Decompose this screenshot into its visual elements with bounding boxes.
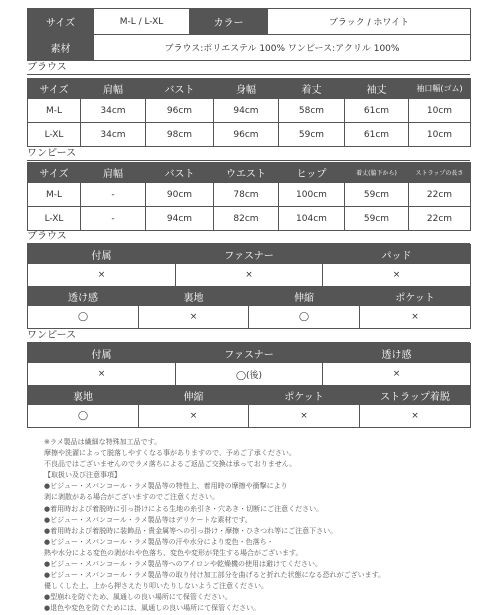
- header-waist: ウエスト: [214, 163, 279, 183]
- cell: 61cm: [345, 99, 409, 123]
- cell: 98cm: [146, 123, 214, 147]
- cell: ◯: [28, 405, 139, 428]
- size-value: M-L / L-XL: [94, 9, 190, 35]
- header-zipper: ファスナー: [176, 344, 323, 363]
- table-row: [28, 363, 471, 386]
- header-sheer: 透け感: [323, 344, 471, 363]
- cell: 34cm: [81, 99, 146, 123]
- header-stretch: 伸縮: [249, 287, 360, 306]
- cell: ×: [323, 264, 471, 287]
- onepiece-spec-table-1: [27, 343, 471, 386]
- color-label: カラー: [190, 9, 268, 35]
- divider: [27, 160, 470, 161]
- note-line: ●ビジュー・スパンコール・ラメ製品等へのアイロンや乾燥機の使用は避けてください。: [44, 560, 322, 569]
- cell: ×: [176, 264, 323, 287]
- note-line: 熱や水分による変色の剥がれや色落ち、変色や変形が発生する場合がございます。: [44, 548, 303, 557]
- cell: ×: [139, 306, 249, 329]
- note-line: ●ビジュー・スパンコール・ラメ製品等の取り付け加工部分を曲げると折れた状態になる恐れがございます。: [44, 571, 386, 580]
- blouse-spec-table-2: [27, 286, 471, 329]
- cell: 90cm: [146, 183, 214, 207]
- header-width: 身幅: [214, 79, 279, 99]
- cell: ◯: [249, 306, 360, 329]
- cell: ×: [28, 264, 176, 287]
- care-notes: [44, 437, 464, 615]
- cell: L-XL: [28, 123, 81, 147]
- note-line: 剥に剥散がある場合がございますのでご注意ください。: [44, 493, 219, 502]
- cell: 10cm: [409, 99, 471, 123]
- header-stretch: 伸縮: [139, 386, 249, 405]
- header-pocket: ポケット: [249, 386, 360, 405]
- blouse-size-title: ブラウス: [27, 62, 67, 73]
- cell: ◯(後): [176, 363, 323, 386]
- cell: 94cm: [146, 207, 214, 231]
- header-shoulder: 肩幅: [81, 163, 146, 183]
- header-length: 着丈: [279, 79, 345, 99]
- cell: 58cm: [279, 99, 345, 123]
- cell: -: [81, 207, 146, 231]
- summary-table: [27, 8, 471, 61]
- cell: ×: [139, 405, 249, 428]
- header-size: サイズ: [28, 163, 81, 183]
- cell: 59cm: [279, 123, 345, 147]
- cell: 96cm: [214, 123, 279, 147]
- cell: M-L: [28, 99, 81, 123]
- header-bust: バスト: [146, 163, 214, 183]
- cell: 59cm: [345, 183, 409, 207]
- cell: ◯: [28, 306, 139, 329]
- cell: ×: [249, 405, 360, 428]
- note-line: ●ビジュー・スパンコール・ラメ製品等の汗や水分により変色・色落ち・: [44, 537, 274, 546]
- cell: ×: [360, 306, 471, 329]
- cell: 96cm: [146, 99, 214, 123]
- note-line: 摩擦や洗濯によって脱落しやすくなる事がありますので、予めご了承ください。: [44, 449, 296, 458]
- onepiece-spec-table-2: [27, 385, 471, 428]
- cell: 22cm: [409, 207, 471, 231]
- header-length: 着丈(脇下から): [345, 163, 409, 183]
- header-lining: 裏地: [28, 386, 139, 405]
- cell: ×: [323, 363, 471, 386]
- table-row: [28, 183, 471, 207]
- header-hip: ヒップ: [279, 163, 345, 183]
- header-accessory: 付属: [28, 344, 176, 363]
- cell: 61cm: [345, 123, 409, 147]
- onepiece-size-title: ワンピース: [27, 148, 77, 159]
- cell: L-XL: [28, 207, 81, 231]
- material-label: 素材: [28, 35, 94, 61]
- note-line: 優しくした上、上から押さえたり叩いたりしないようご注意ください。: [44, 582, 268, 591]
- note-line: ●着用時および着脱時に装飾品・貴金属等への引っ掛け・摩擦・ひきつれ等にご注意下さい。: [44, 526, 338, 535]
- header-bust: バスト: [146, 79, 214, 99]
- header-pad: パッド: [323, 245, 471, 264]
- header-lining: 裏地: [139, 287, 249, 306]
- note-line: ●ビジュー・スパンコール・ラメ製品等の特性上、着用時の摩擦や衝撃により: [44, 482, 288, 491]
- note-line: ●着用時および着脱時に引っ掛けによる生地の糸引き・穴あき・切断にご注意ください。: [44, 504, 324, 513]
- header-strap: ストラップの長さ: [409, 163, 471, 183]
- header-shoulder: 肩幅: [81, 79, 146, 99]
- note-line: ●退色や変色を防ぐためには、風通しの良い場所にて保管ください。: [44, 604, 261, 613]
- note-line: ●ビジュー・スパンコール・ラメ製品等はデリケートな素材です。: [44, 515, 252, 524]
- cell: 78cm: [214, 183, 279, 207]
- header-pocket: ポケット: [360, 287, 471, 306]
- table-row: [28, 405, 471, 428]
- cell: 34cm: [81, 123, 146, 147]
- cell: ×: [28, 363, 176, 386]
- header-accessory: 付属: [28, 245, 176, 264]
- table-row: [28, 306, 471, 329]
- header-strap-removable: ストラップ着脱: [360, 386, 471, 405]
- cell: -: [81, 183, 146, 207]
- size-label: サイズ: [28, 9, 94, 35]
- divider: [27, 74, 470, 75]
- cell: 100cm: [279, 183, 345, 207]
- blouse-spec-title: ブラウス: [27, 231, 67, 242]
- cell: 82cm: [214, 207, 279, 231]
- note-line: 【取扱い及び注意事項】: [44, 471, 121, 480]
- cell: 94cm: [214, 99, 279, 123]
- cell: M-L: [28, 183, 81, 207]
- note-line: ●型崩れを防ぐため、風通しの良い場所にて保管ください。: [44, 593, 232, 602]
- cell: ×: [360, 405, 471, 428]
- material-value: ブラウス:ポリエステル 100% ワンピース:アクリル 100%: [94, 35, 471, 61]
- note-line: 不良品ではございませんのでラメ落ちによるご返品ご交換は承っておりません。: [44, 460, 297, 469]
- header-cuff: 袖口幅(ゴム): [409, 79, 471, 99]
- header-zipper: ファスナー: [176, 245, 323, 264]
- table-row: [28, 207, 471, 231]
- blouse-spec-table-1: [27, 244, 471, 287]
- cell: 22cm: [409, 183, 471, 207]
- header-sheer: 透け感: [28, 287, 139, 306]
- onepiece-spec-title: ワンピース: [27, 330, 77, 341]
- header-size: サイズ: [28, 79, 81, 99]
- onepiece-size-table: [27, 162, 471, 231]
- cell: 104cm: [279, 207, 345, 231]
- header-sleeve: 袖丈: [345, 79, 409, 99]
- cell: 59cm: [345, 207, 409, 231]
- table-row: [28, 99, 471, 123]
- table-row: [28, 123, 471, 147]
- note-line: ※ラメ製品は繊細な特殊加工品です。: [44, 438, 162, 446]
- cell: 10cm: [409, 123, 471, 147]
- blouse-size-table: [27, 78, 471, 147]
- color-value: ブラック / ホワイト: [268, 9, 471, 35]
- table-row: [28, 264, 471, 287]
